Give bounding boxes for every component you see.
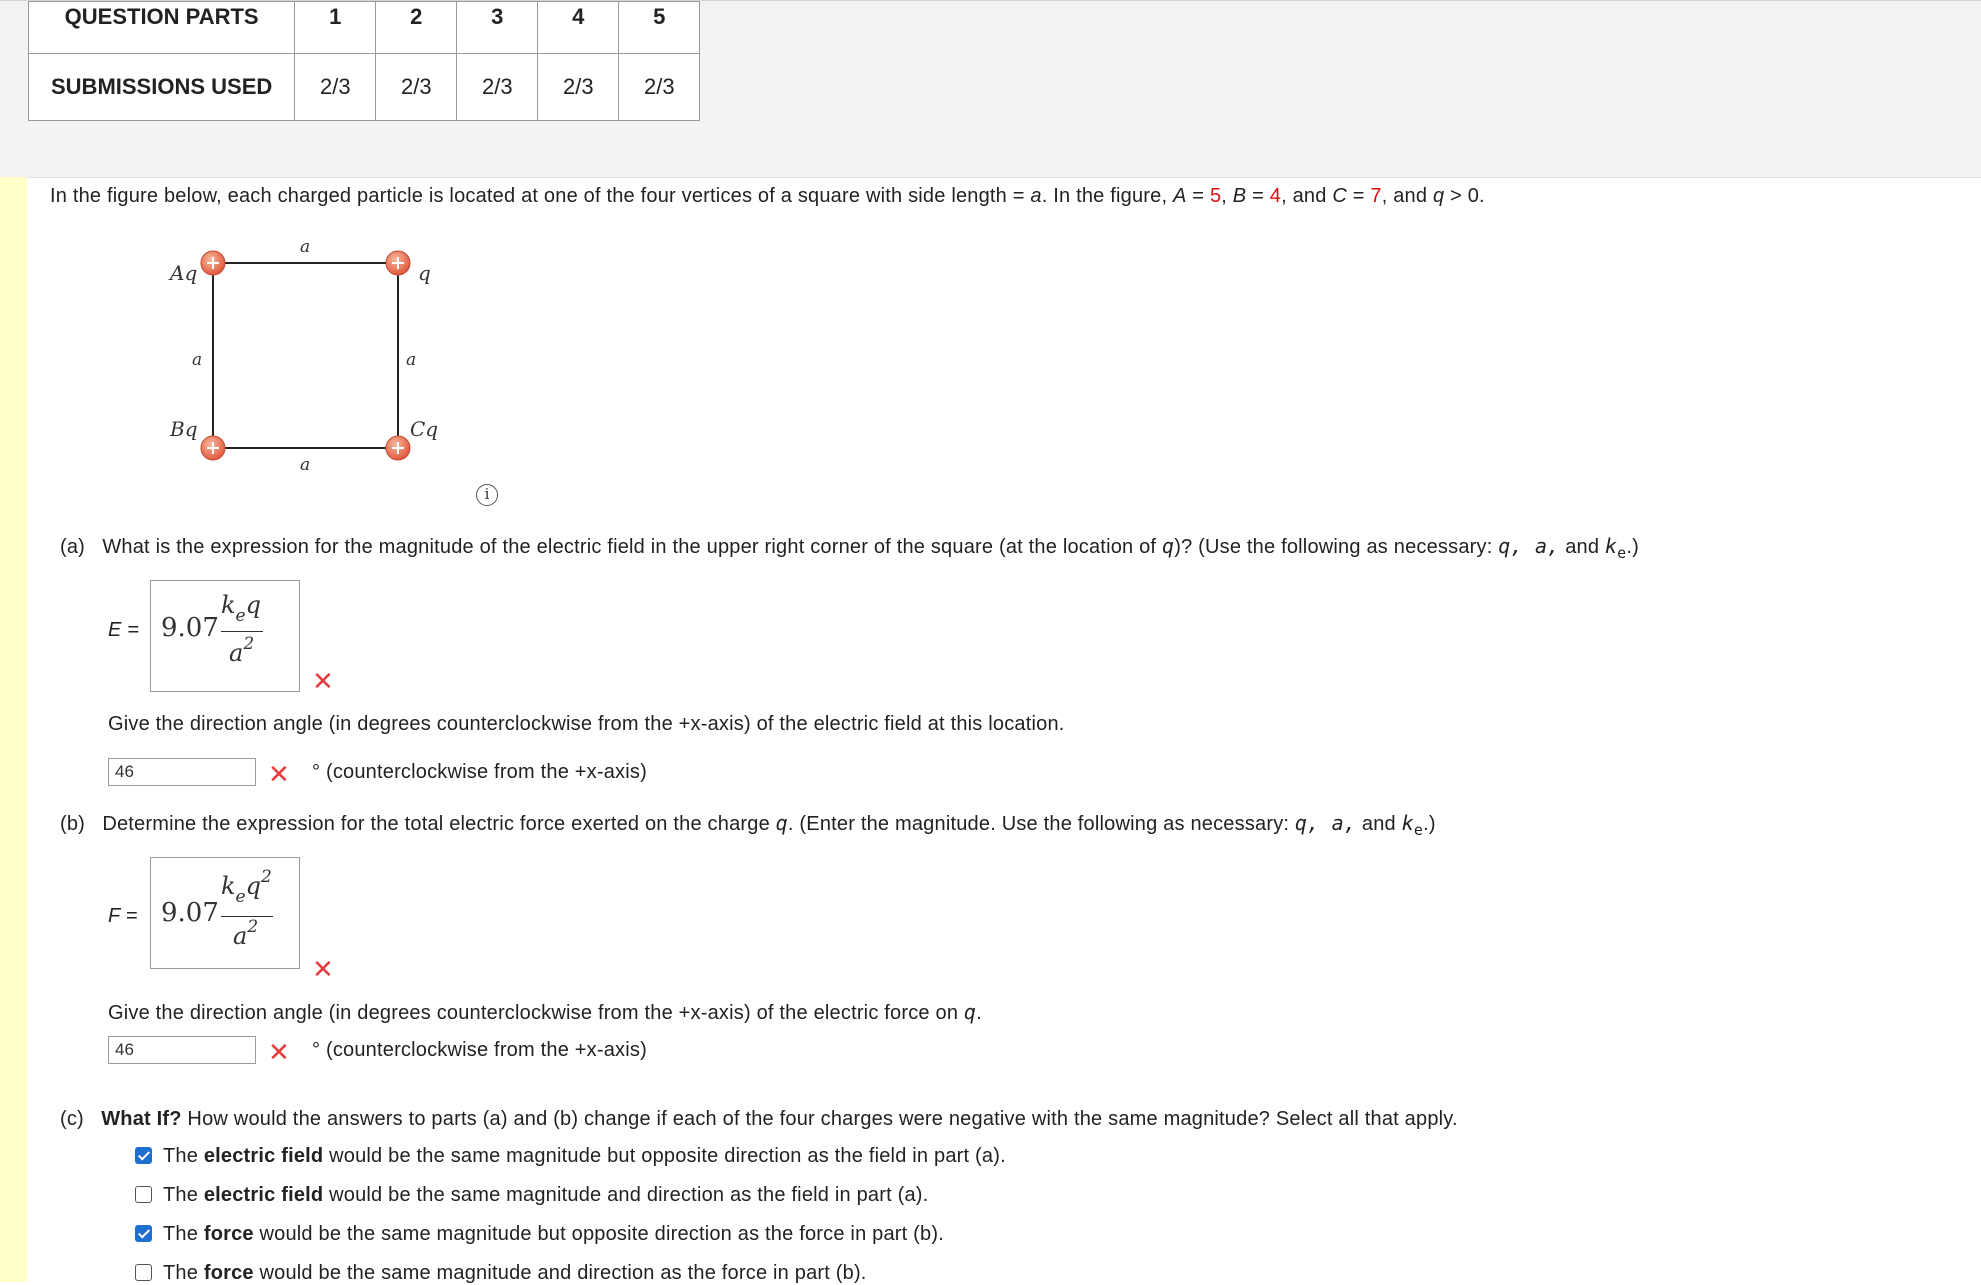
part-b-question: (b) Determine the expression for the total electric force exerted on the charge q. (Enter the magnitude. Use the following as necessary: q, a, and $k_e$.) xyxy=(60,811,1436,839)
option-2-checkbox[interactable] xyxy=(135,1186,152,1203)
charge-top-right xyxy=(386,251,410,275)
question-parts-header: QUESTION PARTS xyxy=(29,2,295,54)
part-b-angle-incorrect-icon: ✕ xyxy=(268,1037,290,1067)
label-q: q xyxy=(418,261,431,285)
part-b-angle-unit: ° (counterclockwise from the +x-axis) xyxy=(312,1039,647,1061)
part-number-2: 2 xyxy=(376,2,457,54)
intro-text: In the figure below, each charged particle is located at one of the four vertices of a square with side length = a. In the figure, A = 5, B = 4, and C = 7, and q > 0. xyxy=(50,185,1485,207)
side-label-right: a xyxy=(406,350,417,370)
option-1-checkbox[interactable] xyxy=(135,1147,152,1164)
option-3-label[interactable]: The force would be the same magnitude but opposite direction as the force in part (b). xyxy=(163,1223,944,1245)
part-number-1: 1 xyxy=(295,2,376,54)
part-b-angle-input[interactable]: 46 xyxy=(108,1036,256,1064)
side-label-bottom: a xyxy=(300,455,311,475)
what-if-label: What If? xyxy=(101,1108,182,1130)
part-b-direction-prompt: Give the direction angle (in degrees counterclockwise from the +x-axis) of the electric force on q. xyxy=(108,1000,982,1024)
submissions-count-2: 2/3 xyxy=(376,54,457,121)
info-icon[interactable]: i xyxy=(476,484,498,506)
part-a-question: (a) What is the expression for the magnitude of the electric field in the upper right corner of the square (at the location of q)? (Use the following as necessary: q, a, and $k_e$.) xyxy=(60,534,1640,562)
value-A: 5 xyxy=(1209,185,1222,207)
part-c-question: (c) What If? How would the answers to parts (a) and (b) change if each of the four charges were negative with the same magnitude? Select all that apply. xyxy=(60,1108,1458,1130)
part-b-denominator: $a^2$ xyxy=(233,917,259,950)
part-b-coefficient: 9.07 xyxy=(161,898,219,928)
part-a-direction-prompt: Give the direction angle (in degrees counterclockwise from the +x-axis) of the electric field at this location. xyxy=(108,713,1065,735)
option-3-checkbox[interactable] xyxy=(135,1225,152,1242)
part-b-answer-label: F = xyxy=(108,905,138,927)
submissions-count-3: 2/3 xyxy=(457,54,538,121)
part-b-incorrect-icon: ✕ xyxy=(312,954,334,984)
value-B: 4 xyxy=(1269,185,1282,207)
part-a-answer-box[interactable] xyxy=(150,580,300,692)
part-a-denominator: $a^2$ xyxy=(229,634,255,667)
charge-bottom-right xyxy=(386,436,410,460)
label-Aq: Aq xyxy=(170,261,198,285)
part-a-answer-label: E = xyxy=(108,619,140,641)
part-a-angle-input[interactable]: 46 xyxy=(108,758,256,786)
charge-top-left xyxy=(201,251,225,275)
submissions-used-header: SUBMISSIONS USED xyxy=(29,54,295,121)
square-outline xyxy=(213,263,398,448)
part-a-angle-incorrect-icon: ✕ xyxy=(268,759,290,789)
part-b-letter: (b) xyxy=(60,813,86,835)
part-b-answer-box[interactable] xyxy=(150,857,300,969)
label-Bq: Bq xyxy=(170,417,198,441)
option-1-label[interactable]: The electric field would be the same magnitude but opposite direction as the field in part (a). xyxy=(163,1145,1006,1167)
side-label-left: a xyxy=(192,350,203,370)
part-a-angle-unit: ° (counterclockwise from the +x-axis) xyxy=(312,761,647,783)
part-number-5: 5 xyxy=(619,2,700,54)
value-C: 7 xyxy=(1370,185,1382,207)
submissions-count-1: 2/3 xyxy=(295,54,376,121)
part-number-4: 4 xyxy=(538,2,619,54)
option-2-label[interactable]: The electric field would be the same magnitude and direction as the field in part (a). xyxy=(163,1184,929,1206)
option-4-label[interactable]: The force would be the same magnitude and direction as the force in part (b). xyxy=(163,1262,867,1284)
submissions-count-5: 2/3 xyxy=(619,54,700,121)
part-a-letter: (a) xyxy=(60,536,86,558)
part-number-3: 3 xyxy=(457,2,538,54)
part-a-coefficient: 9.07 xyxy=(161,613,219,643)
charge-bottom-left xyxy=(201,436,225,460)
part-a-incorrect-icon: ✕ xyxy=(312,666,334,696)
part-a-numerator: $k_eq$ xyxy=(221,591,261,626)
label-Cq: Cq xyxy=(410,417,439,441)
submissions-count-4: 2/3 xyxy=(538,54,619,121)
part-c-letter: (c) xyxy=(60,1108,84,1130)
part-b-numerator: $k_eq^2$ xyxy=(221,867,272,907)
charge-square-figure xyxy=(150,230,470,480)
option-4-checkbox[interactable] xyxy=(135,1264,152,1281)
side-label-top: a xyxy=(300,237,311,257)
part-a-fraction-bar xyxy=(221,631,263,632)
